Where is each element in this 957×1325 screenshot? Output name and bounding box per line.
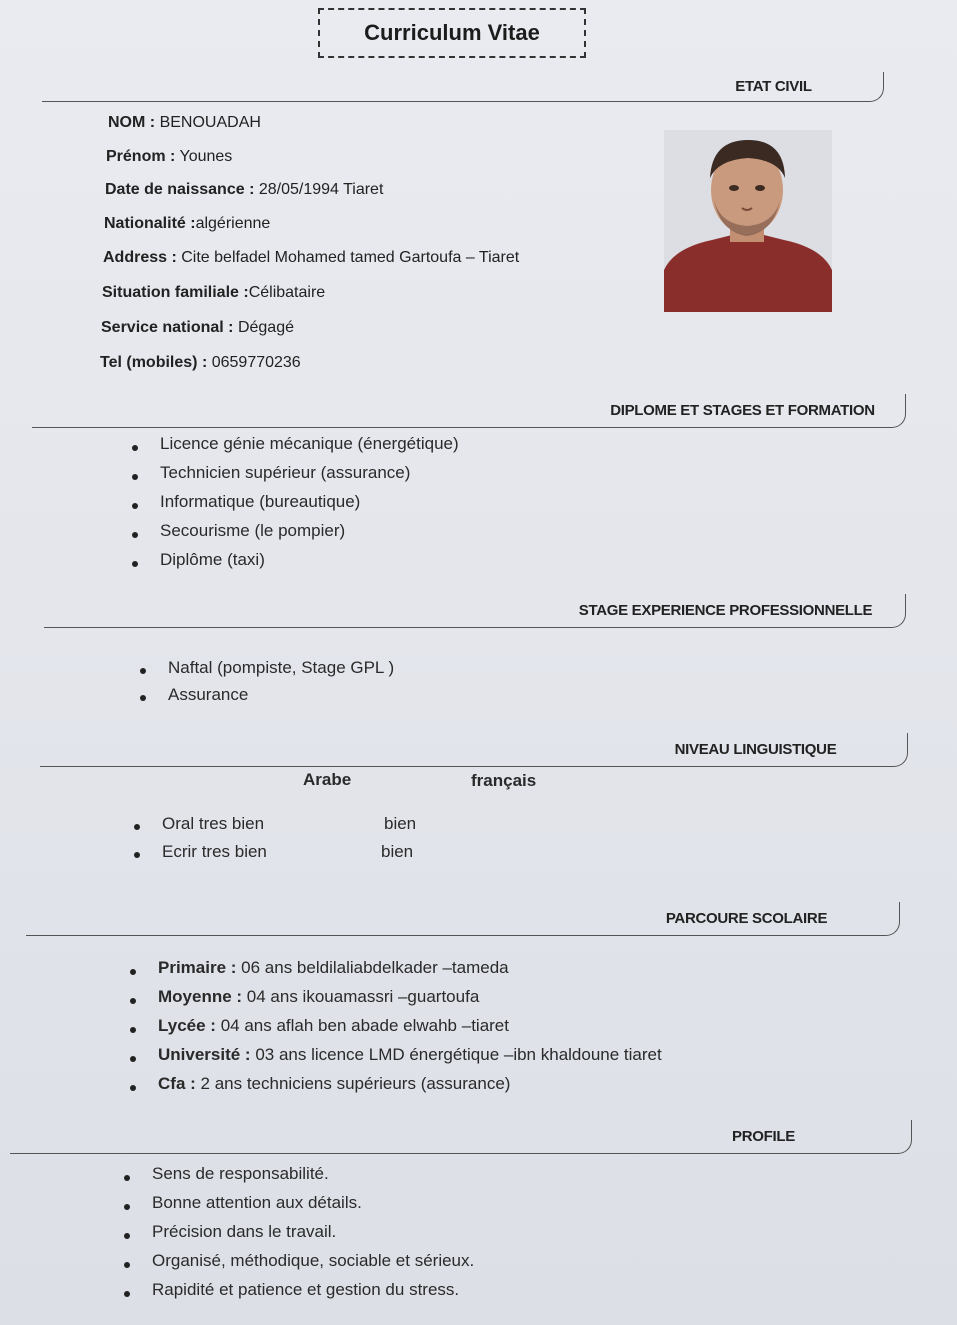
info-service: Service national : Dégagé [101,319,294,336]
parcours-list [128,957,662,1102]
lang-column-francais: français [471,771,537,790]
list-item: Lycée : 04 ans aflah ben abade elwahb –tiaret [128,1015,662,1044]
section-title-stage: STAGE EXPERIENCE PROFESSIONNELLE [546,594,906,628]
list-item: Oral tres bien [132,813,267,841]
list-item: Précision dans le travail. [122,1221,474,1250]
list-item: Bonne attention aux détails. [122,1192,474,1221]
list-item: Université : 03 ans licence LMD énergétique –ibn khaldoune tiaret [128,1044,662,1073]
cv-title: Curriculum Vitae [318,8,586,58]
section-title-profile: PROFILE [616,1120,912,1154]
lang-ecrir-francais: bien [381,842,414,861]
lang-column-arabe: Arabe [303,770,352,789]
experience-list [138,657,394,711]
info-nom: NOM : BENOUADAH [108,114,261,131]
langue-list [132,813,267,869]
list-item: Assurance [138,684,394,711]
diplome-list [130,433,459,578]
list-item: Diplôme (taxi) [130,549,459,578]
list-item: Naftal (pompiste, Stage GPL ) [138,657,394,684]
section-title-etat-civil: ETAT CIVIL [664,72,884,102]
lang-oral-francais: bien [384,814,417,833]
section-title-niveau: NIVEAU LINGUISTIQUE [604,733,908,767]
info-situation: Situation familiale :Célibataire [102,284,326,301]
section-title-diplome: DIPLOME ET STAGES ET FORMATION [580,394,906,428]
list-item: Ecrir tres bien [132,841,267,869]
list-item: Primaire : 06 ans beldilaliabdelkader –tameda [128,957,662,986]
profile-photo [664,130,832,312]
info-tel: Tel (mobiles) : 0659770236 [100,354,301,371]
list-item: Rapidité et patience et gestion du stress. [122,1279,474,1308]
section-profile [10,1120,912,1154]
section-diplome [32,394,906,428]
list-item: Cfa : 2 ans techniciens supérieurs (assurance) [128,1073,662,1102]
list-item: Technicien supérieur (assurance) [130,462,459,491]
section-niveau [40,733,908,767]
info-nationalite: Nationalité :algérienne [104,215,271,232]
list-item: Sens de responsabilité. [122,1163,474,1192]
list-item: Organisé, méthodique, sociable et sérieux. [122,1250,474,1279]
section-stage [44,594,906,628]
list-item: Secourisme (le pompier) [130,520,459,549]
list-item: Licence génie mécanique (énergétique) [130,433,459,462]
list-item: Moyenne : 04 ans ikouamassri –guartoufa [128,986,662,1015]
info-address: Address : Cite belfadel Mohamed tamed Gartoufa – Tiaret [103,249,520,266]
list-item: Informatique (bureautique) [130,491,459,520]
info-naissance: Date de naissance : 28/05/1994 Tiaret [105,181,384,198]
section-title-parcours: PARCOURE SCOLAIRE [594,902,900,936]
profile-list [122,1163,474,1308]
portrait-illustration [664,130,832,312]
section-etat-civil [42,72,884,102]
section-parcours [26,902,900,936]
info-prenom: Prénom : Younes [106,148,233,165]
